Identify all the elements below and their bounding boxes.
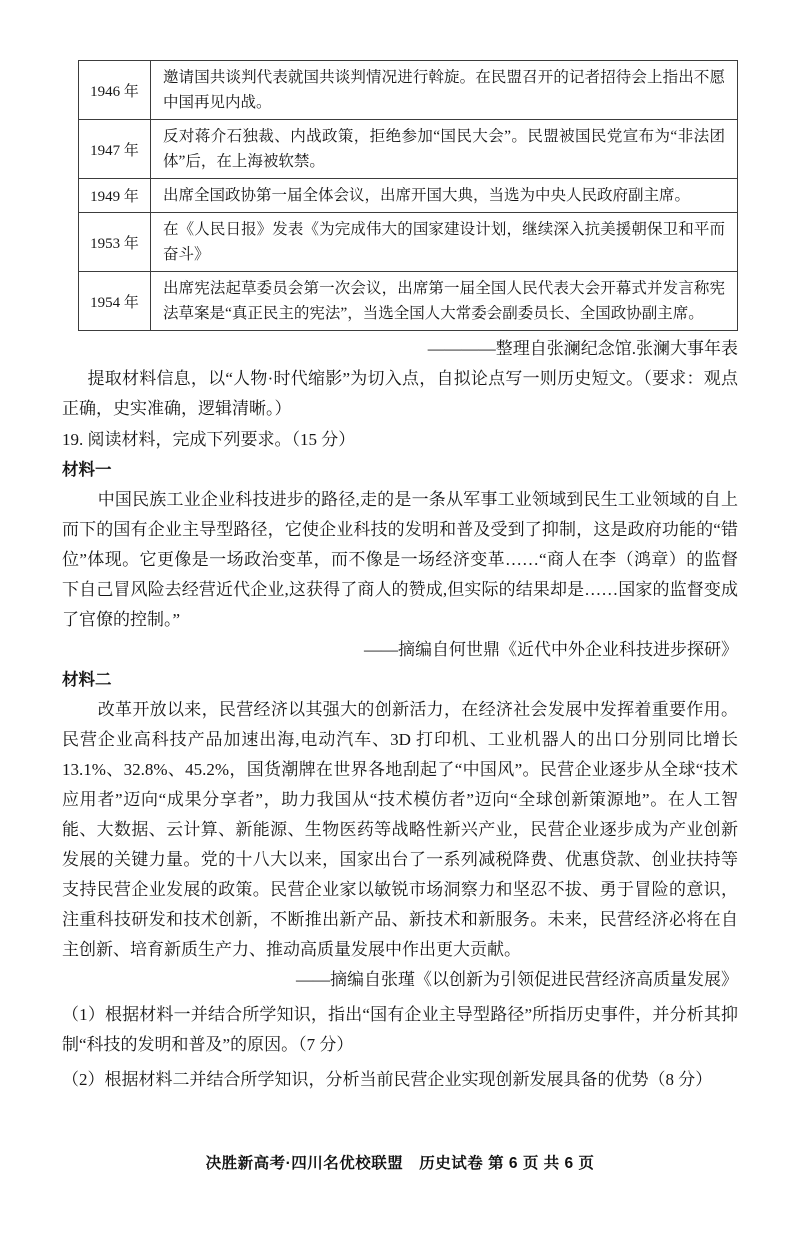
page-footer: 决胜新高考·四川名优校联盟 历史试卷 第 6 页 共 6 页 (205, 1155, 595, 1172)
material2-label: 材料二 (62, 671, 112, 689)
table-row (79, 120, 738, 179)
desc-cell: 出席全国政协第一届全体会议，出席开国大典，当选为中央人民政府副主席。 (151, 179, 738, 213)
desc-cell: 邀请国共谈判代表就国共谈判情况进行斡旋。在民盟召开的记者招待会上指出不愿中国再见内战。 (151, 61, 738, 120)
material1-text: 中国民族工业企业科技进步的路径,走的是一条从军事工业领域到民生工业领域的自上而下的国有企业主导型路径，它使企业科技的发明和普及受到了抑制，这是政府功能的“错位”体现。它更像是一场政治变革，而不像是一场经济变革……“商人在李（鸿章）的监督下自己冒风险去经营近代企业,这获得了商人的赞成,但实际的结果却是……国家的监督变成了官僚的控制。” (62, 490, 738, 629)
table-row (79, 61, 738, 120)
year-cell: 1954 年 (79, 272, 151, 331)
material2-text: 改革开放以来，民营经济以其强大的创新活力，在经济社会发展中发挥着重要作用。民营企业高科技产品加速出海,电动汽车、3D 打印机、工业机器人的出口分别同比增长 13.1%、32.8%、45.2%，国货潮牌在世界各地刮起了“中国风”。民营企业逐步从全球“技术应用者”迈向“成果分享者”，助力我国从“技术模仿者”迈向“全球创新策源地”。在人工智能、大数据、云计算、新能源、生物医药等战略性新兴产业，民营企业逐步成为产业创新发展的关键力量。党的十八大以来，国家出台了一系列减税降费、优惠贷款、创业扶持等支持民营企业发展的政策。民营企业家以敏锐市场洞察力和坚忍不拔、勇于冒险的意识，注重科技研发和技术创新，不断推出新产品、新技术和新服务。未来，民营经济必将在自主创新、培育新质生产力、推动高质量发展中作出更大贡献。 (62, 700, 738, 959)
year-cell: 1947 年 (79, 120, 151, 179)
material2-source-attribution: ——摘编自张瑾《以创新为引领促进民营经济高质量发展》 (296, 970, 738, 989)
table-row (79, 272, 738, 331)
material1-source-attribution: ——摘编自何世鼎《近代中外企业科技进步探研》 (364, 640, 738, 659)
question18-prompt: 提取材料信息，以“人物·时代缩影”为切入点，自拟论点写一则历史短文。（要求：观点正确，史实准确，逻辑清晰。） (62, 369, 738, 418)
table-source-attribution: ————整理自张澜纪念馆.张澜大事年表 (427, 339, 738, 358)
material1-label: 材料一 (62, 461, 112, 479)
year-cell: 1953 年 (79, 213, 151, 272)
question19-sub2: （2）根据材料二并结合所学知识，分析当前民营企业实现创新发展具备的优势（8 分） (62, 1070, 713, 1089)
table-row (79, 213, 738, 272)
year-cell: 1946 年 (79, 61, 151, 120)
question19-heading: 19. 阅读材料，完成下列要求。（15 分） (62, 430, 356, 449)
year-cell: 1949 年 (79, 179, 151, 213)
desc-cell: 出席宪法起草委员会第一次会议，出席第一届全国人民代表大会开幕式并发言称宪法草案是“真正民主的宪法”，当选全国人大常委会副委员长、全国政协副主席。 (151, 272, 738, 331)
desc-cell: 反对蒋介石独裁、内战政策，拒绝参加“国民大会”。民盟被国民党宣布为“非法团体”后，在上海被软禁。 (151, 120, 738, 179)
question19-sub1: （1）根据材料一并结合所学知识，指出“国有企业主导型路径”所指历史事件，并分析其抑制“科技的发明和普及”的原因。（7 分） (62, 1005, 738, 1054)
timeline-table-body (79, 61, 738, 331)
timeline-table (78, 60, 738, 331)
desc-cell: 在《人民日报》发表《为完成伟大的国家建设计划，继续深入抗美援朝保卫和平而奋斗》 (151, 213, 738, 272)
table-row (79, 179, 738, 213)
